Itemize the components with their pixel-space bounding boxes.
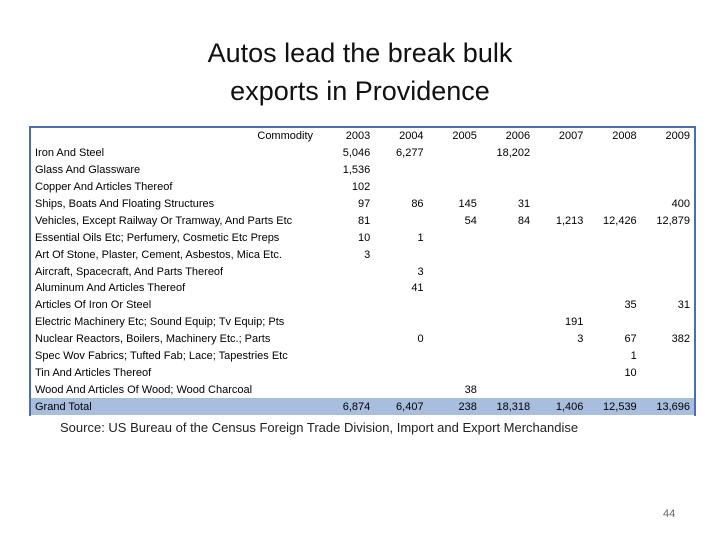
table-cell-value [428,229,481,246]
table-cell-value [428,162,481,179]
table-cell-value [641,263,694,280]
table-cell-value: 38 [464,383,477,396]
table-cell-commodity: Aluminum And Articles Thereof [35,282,186,295]
table-cell-value [428,179,481,196]
table-cell-commodity: Essential Oils Etc; Perfumery, Cosmetic Etc Preps [35,231,280,244]
table-cell-value: 0 [417,333,424,346]
table-cell-value: 67 [624,333,637,346]
table-row [31,179,694,196]
table-row [31,381,694,398]
table-cell-value [321,314,374,331]
table-cell-value [428,145,481,162]
table-cell-value [481,162,534,179]
table-cell-value [374,348,427,365]
table-row [31,280,694,297]
table-cell-value [481,331,534,348]
table-cell-value [587,145,640,162]
table-cell-value: 10 [624,366,637,379]
table-cell-value [321,280,374,297]
table-cell-value [641,280,694,297]
table-cell-value [374,381,427,398]
title-line-1: Autos lead the break bulk [207,38,513,68]
table-cell-value [428,297,481,314]
table-cell-value [534,381,587,398]
table-row [31,331,694,348]
table-cell-value: 12,539 [587,398,640,415]
table-body [31,145,694,415]
table-row [31,297,694,314]
table-cell-value: 35 [624,299,637,312]
table-cell-value [534,179,587,196]
table-row [31,364,694,381]
table-cell-value: 400 [671,198,690,210]
table-cell-value [641,229,694,246]
table-cell-value: 86 [411,198,424,210]
table-cell-commodity: Tin And Articles Thereof [35,366,152,379]
table-cell-value: 1,536 [342,164,371,177]
table-row [31,145,694,162]
header-2004: 2004 [399,130,424,143]
header-2003: 2003 [345,130,371,143]
table-cell-value [428,280,481,297]
table-cell-value: 3 [577,333,584,346]
table-row-total [31,398,694,415]
table-cell-value [534,162,587,179]
table-cell-value: 1 [630,350,637,363]
table-cell-value [428,364,481,381]
table-cell-value [587,162,640,179]
table-cell-value [587,280,640,297]
table-cell-value [321,348,374,365]
table-cell-value [321,297,374,314]
table-cell-value: 10 [358,231,371,244]
table-cell-value: 41 [411,282,424,295]
table-cell-value [374,212,427,229]
table-row [31,196,694,213]
table-cell-value [587,246,640,263]
header-2006: 2006 [505,130,531,143]
table-cell-value [428,314,481,331]
table-cell-value: 3 [417,265,424,278]
table-cell-value [587,314,640,331]
table-cell-value: 1,406 [534,398,587,415]
table-cell-value: 145 [458,198,477,210]
table-cell-value [374,314,427,331]
table-cell-value [534,364,587,381]
table-cell-value [428,348,481,365]
table-cell-commodity: Electric Machinery Etc; Sound Equip; Tv Equip; Pts [35,316,285,329]
table-cell-value [587,196,640,213]
table-cell-value [641,348,694,365]
table-cell-value: 5,046 [342,147,371,160]
table-cell-value: 12,879 [656,214,690,227]
table-cell-value [321,364,374,381]
table-row [31,263,694,280]
table-cell-value [321,381,374,398]
table-cell-value [534,280,587,297]
table-cell-value [641,364,694,381]
table-cell-value [587,381,640,398]
table-cell-value: 102 [351,181,371,194]
table-cell-value: 13,696 [641,398,694,415]
table-cell-value [428,246,481,263]
table-cell-commodity: Iron And Steel [35,147,105,160]
table-cell-commodity: Art Of Stone, Plaster, Cement, Asbestos, Mica Etc. [35,248,282,261]
table-cell-commodity: Spec Wov Fabrics; Tufted Fab; Lace; Tapestries Etc [35,350,288,363]
table-cell-value [374,297,427,314]
table-cell-value [587,263,640,280]
table-cell-value [321,331,374,348]
table-header-row [31,128,694,145]
table-cell-value: 382 [671,333,690,346]
table-cell-commodity: Vehicles, Except Railway Or Tramway, And Parts Etc [35,214,293,227]
table-cell-value [534,263,587,280]
table-cell-value [641,381,694,398]
table-cell-value [374,246,427,263]
exports-table [31,128,694,415]
table-cell-value [641,314,694,331]
table-cell-value [641,246,694,263]
table-cell-value [428,263,481,280]
table-cell-value [534,196,587,213]
table-cell-value [534,297,587,314]
table-cell-value: 1 [417,231,424,244]
table-cell-value: 81 [358,214,371,227]
table-cell-value: 191 [565,316,584,329]
table-row [31,229,694,246]
table-cell-value: 238 [428,398,481,415]
table-cell-value [481,263,534,280]
table-cell-commodity: Aircraft, Spacecraft, And Parts Thereof [35,265,224,278]
exports-table-container [29,126,696,416]
page-number: 44 [663,508,676,520]
table-cell-value: 31 [677,299,690,312]
table-cell-value [481,348,534,365]
table-cell-value [641,179,694,196]
table-cell-value [481,364,534,381]
table-cell-commodity: Wood And Articles Of Wood; Wood Charcoal [35,383,253,396]
table-cell-value [481,229,534,246]
table-row [31,246,694,263]
table-cell-value: 6,407 [374,398,427,415]
table-cell-value: 18,202 [496,147,531,160]
table-cell-value [641,145,694,162]
header-2005: 2005 [452,130,477,143]
table-cell-value [481,179,534,196]
table-cell-value: 97 [358,198,371,210]
title-line-2: exports in Providence [230,76,490,106]
table-cell-value: 6,874 [321,398,374,415]
table-cell-value [587,179,640,196]
table-cell-value [534,145,587,162]
table-cell-value: 84 [517,214,531,227]
table-cell-commodity: Ships, Boats And Floating Structures [35,198,215,210]
table-cell-value [481,314,534,331]
table-cell-value [481,280,534,297]
table-cell-value [321,263,374,280]
table-cell-value [428,331,481,348]
header-2007: 2007 [558,130,584,143]
table-row [31,162,694,179]
table-cell-value [374,162,427,179]
slide-title [0,34,720,110]
table-cell-value: 54 [464,214,477,227]
table-row [31,314,694,331]
table-cell-value: 31 [517,198,531,210]
table-cell-commodity: Nuclear Reactors, Boilers, Machinery Etc.; Parts [35,333,271,346]
table-cell-value [374,179,427,196]
table-cell-value [481,297,534,314]
table-cell-value: 6,277 [396,147,424,160]
source-note: Source: US Bureau of the Census Foreign Trade Division, Import and Export Merchandise [60,420,579,435]
table-cell-value [481,246,534,263]
table-cell-value: 12,426 [603,214,637,227]
table-cell-commodity: Copper And Articles Thereof [35,181,173,194]
table-cell-value [534,229,587,246]
table-cell-commodity: Grand Total [31,398,321,415]
table-cell-value: 1,213 [555,214,584,227]
table-cell-value [374,364,427,381]
header-2009: 2009 [665,130,690,143]
table-cell-commodity: Glass And Glassware [35,164,141,177]
table-cell-value: 3 [364,248,371,261]
table-row [31,212,694,229]
table-cell-value [641,162,694,179]
header-2008: 2008 [612,130,637,143]
table-row [31,348,694,365]
table-cell-value [534,348,587,365]
header-commodity: Commodity [257,130,313,143]
table-cell-value [534,246,587,263]
table-cell-value: 18,318 [481,398,534,415]
table-cell-value [481,381,534,398]
table-cell-commodity: Articles Of Iron Or Steel [35,299,152,312]
table-cell-value [587,229,640,246]
